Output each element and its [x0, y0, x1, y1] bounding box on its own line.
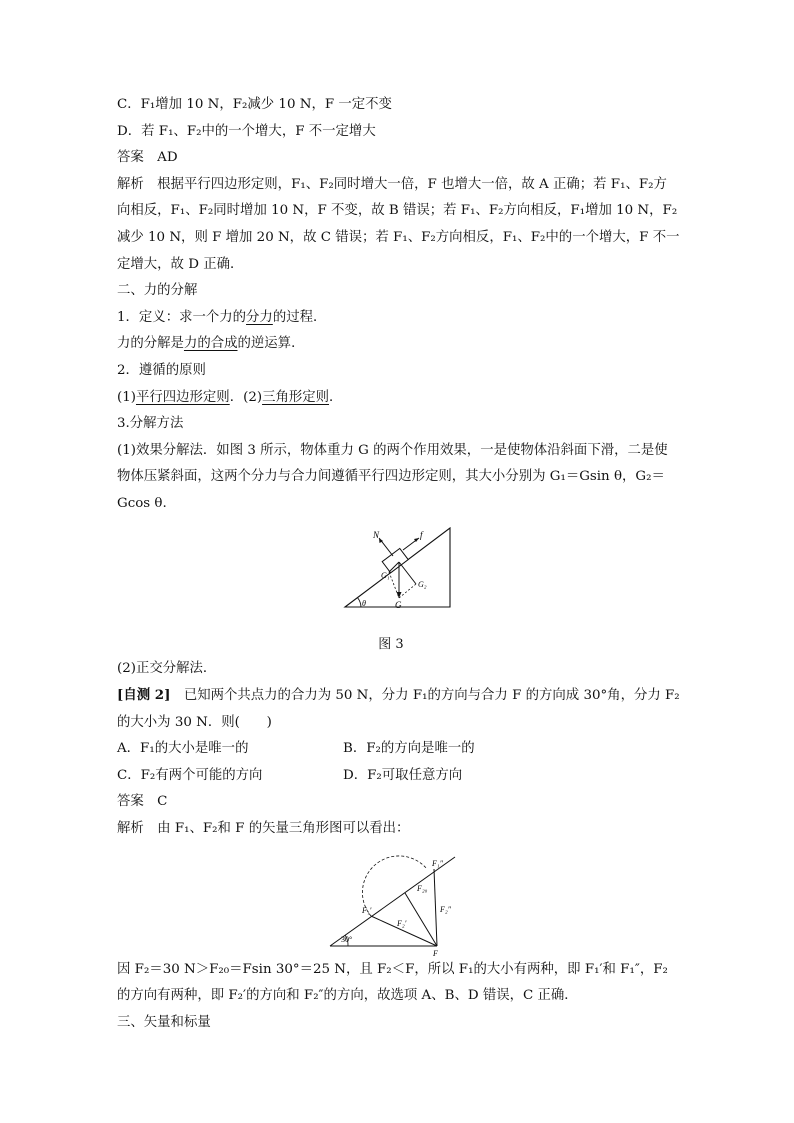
method1-line: Gcos θ.: [117, 495, 167, 511]
exercise-option-b: B．F₂的方向是唯一的: [343, 741, 475, 757]
label-g2: G₂: [418, 579, 427, 589]
exercise-stem-line: [自测 2] 已知两个共点力的合力为 50 N，分力 F₁的方向与合力 F 的方向成 30°角，分力 F₂: [117, 687, 680, 704]
exercise-option-d: D．F₂可取任意方向: [343, 767, 463, 783]
g2-component: [399, 562, 416, 584]
option-c: C．F₁增加 10 N，F₂减少 10 N，F 一定不变: [117, 97, 392, 112]
parallelogram-edge: [399, 584, 416, 598]
answer-2: 答案 C: [117, 794, 168, 810]
document-page: [117, 92, 680, 1036]
figure-3-incline: [117, 526, 677, 634]
f2pp-line: [434, 869, 437, 946]
analysis-1-line: 定增大，故 D 正确．: [117, 256, 244, 272]
label-angle: 30°: [341, 934, 353, 944]
method2-line: (2)正交分解法．: [117, 660, 217, 676]
label-f2p: F₂′: [397, 918, 407, 928]
f20-line: [405, 893, 437, 946]
label-f: f: [420, 529, 423, 540]
theta-arc: [358, 598, 361, 607]
incline-diagram: [341, 526, 457, 610]
figure-vector-triangle: [117, 845, 677, 957]
label-f1p: F₁′: [362, 905, 372, 915]
label-g: G: [395, 599, 402, 610]
label-f: F: [433, 948, 438, 957]
analysis-2-intro: 解析 由 F₁、F₂和 F 的矢量三角形图可以看出：: [117, 821, 410, 837]
principle-line: (1)平行四边形定则．(2)三角形定则．: [117, 389, 343, 405]
option-d: D．若 F₁、F₂中的一个增大，F 不一定增大: [117, 123, 376, 139]
exercise-options-row: [117, 736, 677, 763]
section-heading-decomposition: 二、力的分解: [117, 283, 198, 299]
analysis-1-line: 向相反，F₁、F₂同时增加 10 N，F 不变，故 B 错误；若 F₁、F₂方向相反，F₁增加 10 N，F₂: [117, 203, 678, 219]
exercise-stem-line: 的大小为 30 N．则( ): [117, 714, 272, 730]
label-f1pp: F₁″: [432, 858, 443, 868]
exercise-option-a: A．F₁的大小是唯一的: [117, 741, 249, 757]
exercise-options-row: [117, 763, 677, 790]
analysis-1-line: 解析 根据平行四边形定则，F₁、F₂同时增大一倍，F 也增大一倍，故 A 正确；若 F₁、F₂方: [117, 176, 667, 192]
exercise-tag: [自测 2]: [117, 687, 171, 704]
label-n: N: [373, 529, 380, 540]
label-g1: G₁: [381, 570, 390, 580]
method1-line: (1)效果分解法．如图 3 所示，物体重力 G 的两个作用效果，一是使物体沿斜面下滑，二是使: [117, 442, 668, 458]
conclusion-line: 的方向有两种，即 F₂′的方向和 F₂″的方向，故选项 A、B、D 错误，C 正确．: [117, 988, 578, 1004]
label-theta: θ: [362, 598, 366, 608]
conclusion-line: 因 F₂＝30 N＞F₂₀＝Fsin 30°＝25 N，且 F₂＜F，所以 F₁的大小有两种，即 F₁′和 F₁″，F₂: [117, 961, 668, 977]
label-f2pp: F₂″: [440, 904, 451, 914]
method1-line: 物体压紧斜面，这两个分力与合力间遵循平行四边形定则，其大小分别为 G₁＝Gsin θ，G₂＝: [117, 469, 665, 485]
figure-3-caption: 图 3: [378, 636, 404, 652]
principle-heading: 2．遵循的原则: [117, 362, 206, 378]
vector-triangle-diagram: [327, 845, 459, 957]
label-f20: F₂₀: [417, 883, 428, 893]
inverse-operation-line: 力的分解是力的合成的逆运算．: [117, 336, 305, 352]
answer-1: 答案 AD: [117, 150, 178, 166]
analysis-1-line: 减少 10 N，则 F 增加 20 N，故 C 错误；若 F₁、F₂方向相反，F₁、F₂中的一个增大，F 不一: [117, 229, 680, 245]
definition-line: 1．定义：求一个力的分力的过程．: [117, 309, 327, 325]
exercise-option-c: C．F₂有两个可能的方向: [117, 767, 263, 783]
section-heading-vector-scalar: 三、矢量和标量: [117, 1014, 211, 1030]
method-heading: 3.分解方法: [117, 416, 184, 432]
gravity-arrowhead: [397, 592, 402, 598]
